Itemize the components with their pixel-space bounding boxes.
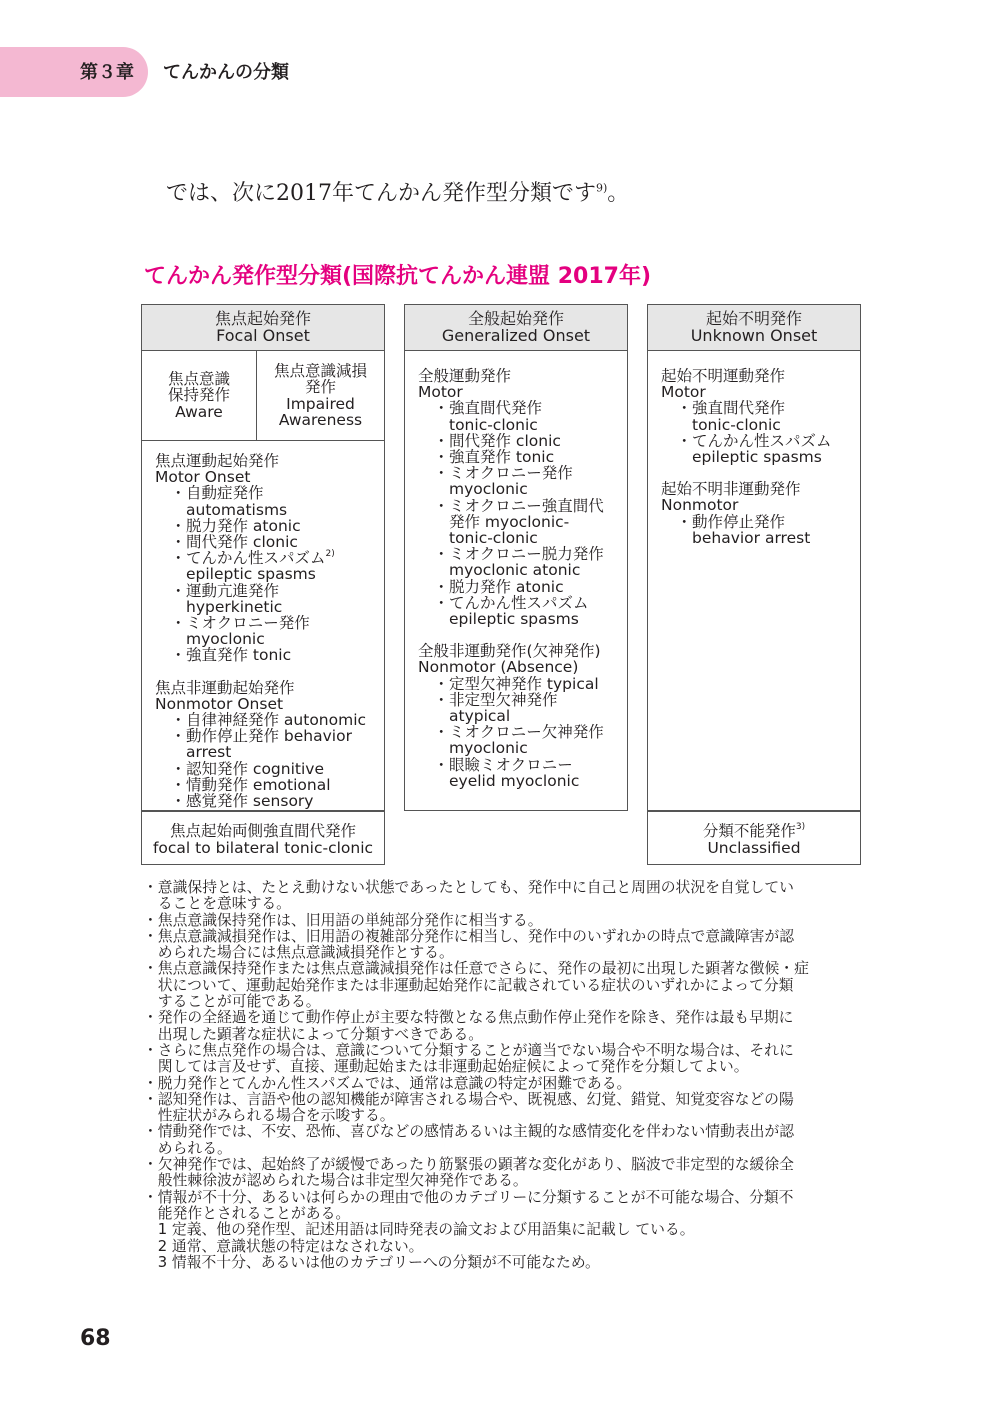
unclassified-ref: 3) (795, 822, 806, 832)
focal-to-bilateral-box (141, 811, 385, 865)
focal-onset-header-en: Focal Onset (216, 326, 310, 345)
generalized-onset-header-ja: 全般起始発作 (467, 309, 564, 328)
unknown-onset-header-en: Unknown Onset (690, 326, 818, 345)
focal-impaired-cell: 焦点意識減損 発作 Impaired Awareness (273, 361, 367, 429)
focal-awareness-row (142, 351, 384, 441)
unknown-nonmotor-list: 起始不明非運動発作 Nonmotor ・動作停止発作 behavior arrest (661, 480, 811, 547)
focal-onset-header-ja: 焦点起始発作 (214, 309, 311, 328)
focal-onset-header (142, 305, 384, 351)
unclassified-box (647, 811, 861, 865)
generalized-nonmotor-list: 全般非運動発作(欠神発作) Nonmotor (Absence) ・定型欠神発作 typical ・非定型欠神発作 atypical ・ミオクロニー欠神発作 myoclonic ・眼瞼ミオクロニー eyelid myoclonic (418, 642, 604, 790)
unclassified-en: Unclassified (707, 838, 801, 857)
intro-sentence (166, 176, 629, 207)
generalized-motor-list: 全般運動発作 Motor ・強直間代発作 tonic-clonic ・間代発作 clonic ・強直発作 tonic ・ミオクロニー発作 myoclonic ・ミオクロニー強直間代 発作 myoclonic- tonic-clonic ・ミオクロニー脱力発作 myoclonic atonic ・脱力発作 atonic ・てんかん性スパズム epileptic spasms (418, 367, 604, 629)
focal-motor-text-rest: epileptic spasms ・運動亢進発作 hyperkinetic ・ミオクロニー発作 myoclonic ・強直発作 tonic (170, 565, 316, 665)
intro-text: では、次に2017年てんかん発作型分類です (166, 181, 596, 206)
unknown-onset-box (647, 304, 861, 811)
intro-end: 。 (607, 181, 630, 206)
generalized-onset-header (405, 305, 627, 351)
focal-to-bilateral-en: focal to bilateral tonic-clonic (152, 838, 374, 857)
unknown-onset-header-ja: 起始不明発作 (705, 309, 802, 328)
chapter-label: 第３章 (80, 62, 134, 83)
figure-title: てんかん発作型分類(国際抗てんかん連盟 2017年) (144, 264, 652, 289)
focal-motor-text: 焦点運動起始発作 Motor Onset ・自動症発作 automatisms ・脱力発作 atonic ・間代発作 clonic ・てんかん性スパズム (155, 452, 326, 568)
focal-onset-box (141, 304, 385, 811)
focal-motor-ref: 2) (325, 549, 335, 560)
focal-motor-list (142, 441, 384, 664)
unknown-motor-list: 起始不明運動発作 Motor ・強直間代発作 tonic-clonic ・てんかん性スパズム epileptic spasms (661, 367, 832, 467)
chapter-title: てんかんの分類 (163, 62, 289, 83)
unknown-onset-header (648, 305, 860, 351)
generalized-onset-header-en: Generalized Onset (441, 326, 591, 345)
intro-reference: 9) (596, 181, 608, 195)
page-number: 68 (80, 1326, 111, 1351)
focal-aware-cell: 焦点意識 保持発作 Aware (142, 351, 257, 440)
footnotes: ・意識保持とは、たとえ動けない状態であったとしても、発作中に自己と周囲の状況を自覚してい ることを意味する。 ・焦点意識保持発作は、旧用語の単純部分発作に相当する。 ・焦点意識減損発作は、旧用語の複雑部分発作に相当し、発作中のいずれかの時点で意識障害が認 められた場合には焦点意識減損発作とする。 ・焦点意識保持発作または焦点意識減損発作は任意でさらに、発作の最初に出現した顕著な徴候・症 状について、運動起始発作または非運動起始発作に記載されている症状のいずれかによって分類 することが可能である。 ・発作の全経過を通じて動作停止が主要な特徴となる焦点動作停止発作を除き、発作は最も早期に 出現した顕著な症状によって分類すべきである。 ・さらに焦点発作の場合は、意識について分類することが適当でない場合や不明な場合は、それに 関しては言及せず、直接、運動起始または非運動起始症候によって発作を分類してよい。 ・脱力発作とてんかん性スパズムでは、通常は意識の特定が困難である。 ・認知発作は、言語や他の認知機能が障害される場合や、既視感、幻覚、錯覚、知覚変容などの陽 性症状がみられる場合を示唆する。 ・情動発作では、不安、恐怖、喜びなどの感情あるいは主観的な感情変化を伴わない情動表出が認 められる。 ・欠神発作では、起始終了が緩慢であったり筋緊張の顕著な変化があり、脳波で非定型的な緩徐全 般性棘徐波が認められた場合は非定型欠神発作である。 ・情報が不十分、あるいは何らかの理由で他のカテゴリーに分類することが不可能な場合、分類不 能発作とされることがある。 1 定義、他の発作型、記述用語は同時発表の論文および用語集に記載し ている。 2 通常、意識状態の特定はなされない。 3 情報不十分、あるいは他のカテゴリーへの分類が不可能なため。 (143, 879, 809, 1271)
unclassified-ja: 分類不能発作 (702, 822, 796, 840)
focal-nonmotor-list: 焦点非運動起始発作 Nonmotor Onset ・自律神経発作 autonomic ・動作停止発作 behavior arrest ・認知発作 cognitive ・情動発作 emotional ・感覚発作 sensory (155, 678, 367, 811)
generalized-onset-box (404, 304, 628, 811)
focal-to-bilateral-ja: 焦点起始両側強直間代発作 (169, 822, 356, 840)
